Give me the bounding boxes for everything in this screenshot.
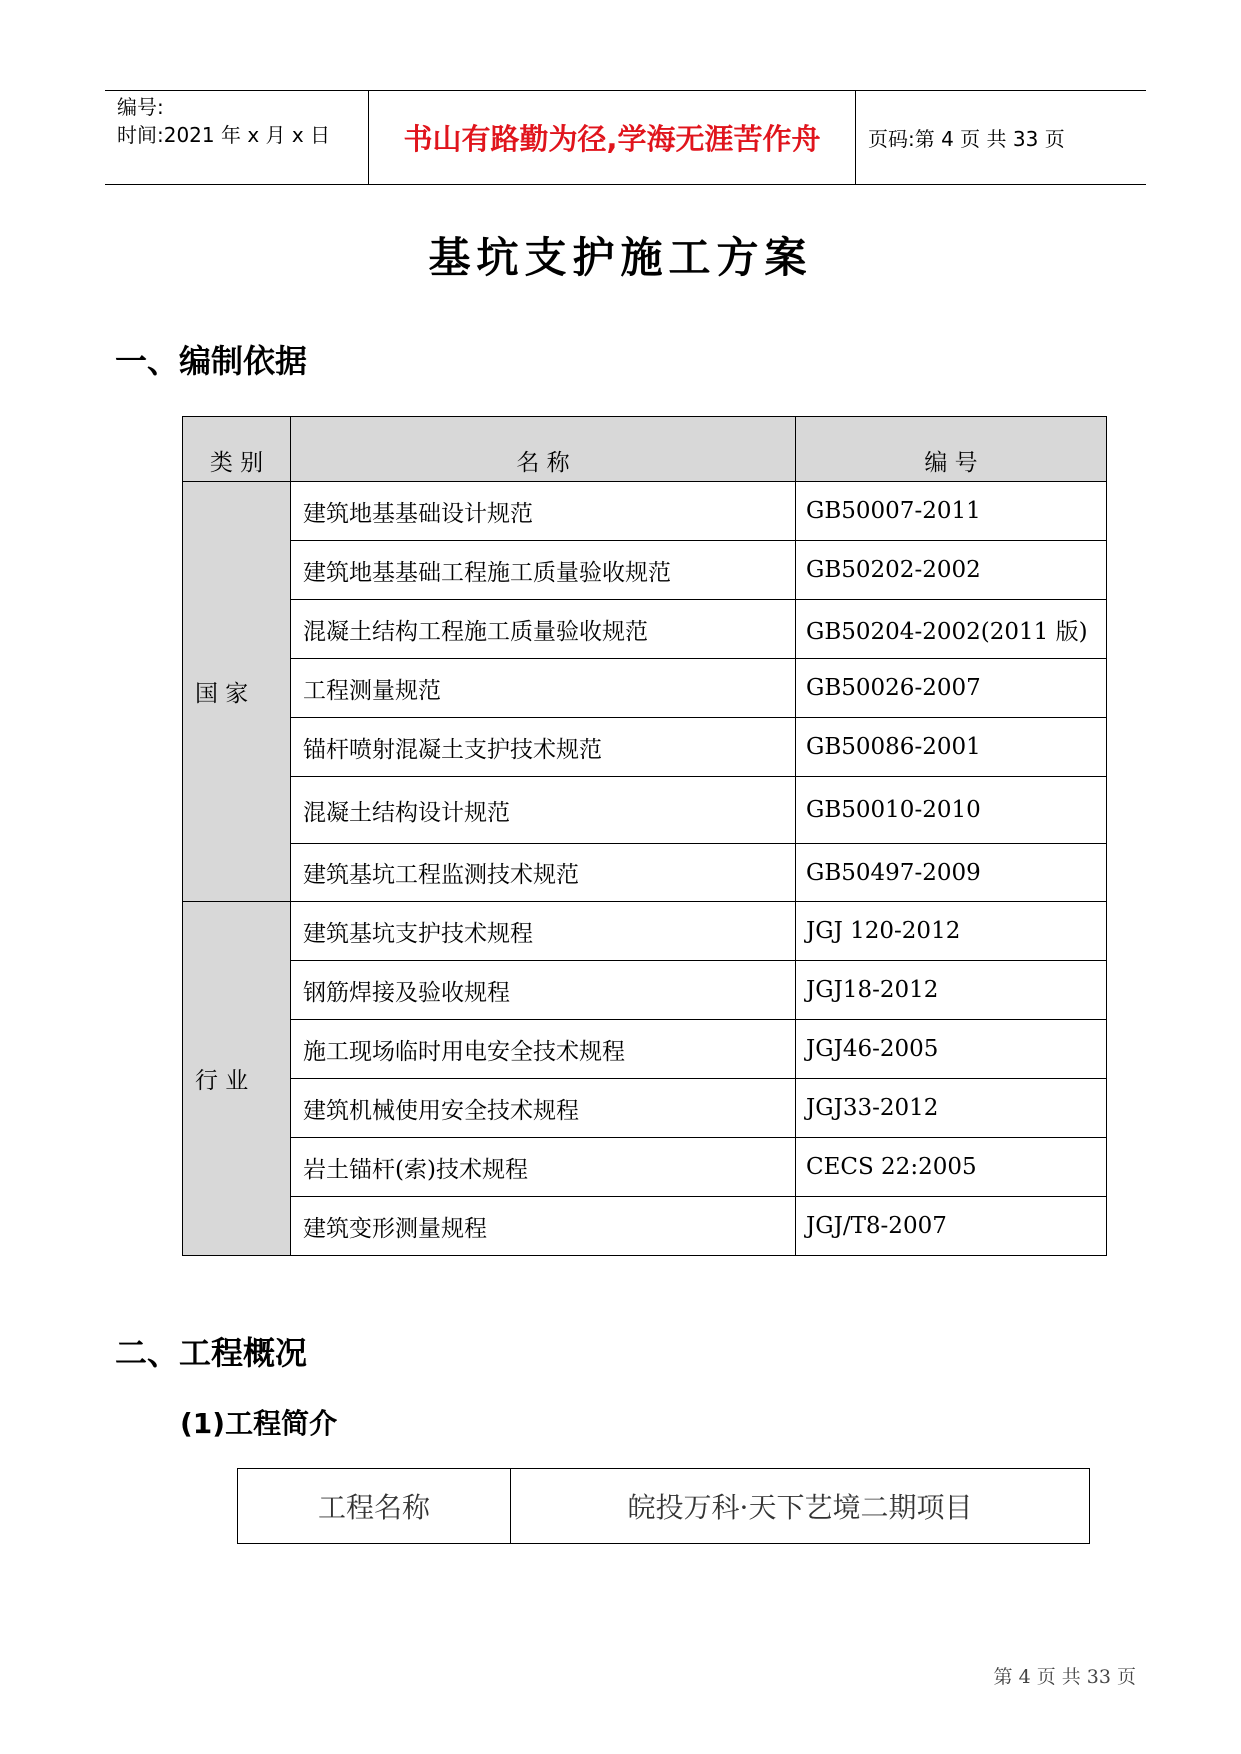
category-industry: 行 业 (183, 902, 291, 1256)
page-footer: 第 4 页 共 33 页 (993, 1666, 1136, 1688)
section-2-title: 二、工程概况 (115, 1334, 308, 1372)
project-name-value: 皖投万科·天下艺境二期项目 (511, 1469, 1090, 1544)
standard-code: JGJ 120-2012 (796, 902, 1107, 961)
standards-table (182, 416, 1107, 1256)
header-page-code: 页码:第 4 页 共 33 页 (868, 127, 1065, 151)
standard-name: 混凝土结构工程施工质量验收规范 (291, 600, 796, 659)
header-category: 类 别 (183, 417, 291, 482)
standard-code: GB50204-2002(2011 版) (796, 600, 1107, 659)
table-row (183, 1138, 1107, 1197)
standard-code: CECS 22:2005 (796, 1138, 1107, 1197)
standard-name: 岩土锚杆(索)技术规程 (291, 1138, 796, 1197)
standard-code: JGJ/T8-2007 (796, 1197, 1107, 1256)
header-page-code-cell (856, 91, 1146, 184)
standard-name: 建筑地基基础工程施工质量验收规范 (291, 541, 796, 600)
category-national: 国 家 (183, 482, 291, 902)
table-row (183, 961, 1107, 1020)
header-meta (105, 91, 368, 184)
standard-code: GB50086-2001 (796, 718, 1107, 777)
standard-code: JGJ33-2012 (796, 1079, 1107, 1138)
standard-name: 建筑变形测量规程 (291, 1197, 796, 1256)
table-row (183, 844, 1107, 902)
standard-code: GB50202-2002 (796, 541, 1107, 600)
table-row (183, 659, 1107, 718)
standard-name: 建筑机械使用安全技术规程 (291, 1079, 796, 1138)
table-row (183, 902, 1107, 961)
standard-name: 建筑基坑支护技术规程 (291, 902, 796, 961)
table-row (183, 1079, 1107, 1138)
standard-name: 建筑基坑工程监测技术规范 (291, 844, 796, 902)
project-name-label: 工程名称 (238, 1469, 511, 1544)
header-motto: 书山有路勤为径,学海无涯苦作舟 (403, 122, 821, 156)
standard-code: GB50026-2007 (796, 659, 1107, 718)
table-row (183, 600, 1107, 659)
standard-code: GB50007-2011 (796, 482, 1107, 541)
standard-name: 锚杆喷射混凝土支护技术规范 (291, 718, 796, 777)
table-row (183, 541, 1107, 600)
standard-name: 工程测量规范 (291, 659, 796, 718)
section-1-title: 一、编制依据 (115, 342, 308, 380)
standard-name: 钢筋焊接及验收规程 (291, 961, 796, 1020)
table-row (238, 1469, 1090, 1544)
table-row (183, 777, 1107, 844)
table-row (183, 718, 1107, 777)
standard-code: JGJ46-2005 (796, 1020, 1107, 1079)
standard-code: GB50010-2010 (796, 777, 1107, 844)
standard-name: 建筑地基基础设计规范 (291, 482, 796, 541)
standard-code: GB50497-2009 (796, 844, 1107, 902)
header-name: 名 称 (291, 417, 796, 482)
standard-name: 施工现场临时用电安全技术规程 (291, 1020, 796, 1079)
table-row (183, 1020, 1107, 1079)
standard-code: JGJ18-2012 (796, 961, 1107, 1020)
header-code: 编 号 (796, 417, 1107, 482)
table-row (183, 482, 1107, 541)
page-header (105, 90, 1146, 185)
standard-name: 混凝土结构设计规范 (291, 777, 796, 844)
table-row (183, 1197, 1107, 1256)
standards-table-header-row (183, 417, 1107, 482)
document-title: 基坑支护施工方案 (428, 233, 813, 282)
document-number-label: 编号: (117, 95, 164, 119)
document-time-label: 时间:2021 年 x 月 x 日 (117, 123, 331, 147)
subsection-1-title: (1)工程简介 (180, 1407, 338, 1440)
project-info-table (237, 1468, 1090, 1544)
header-motto-cell (368, 91, 856, 184)
